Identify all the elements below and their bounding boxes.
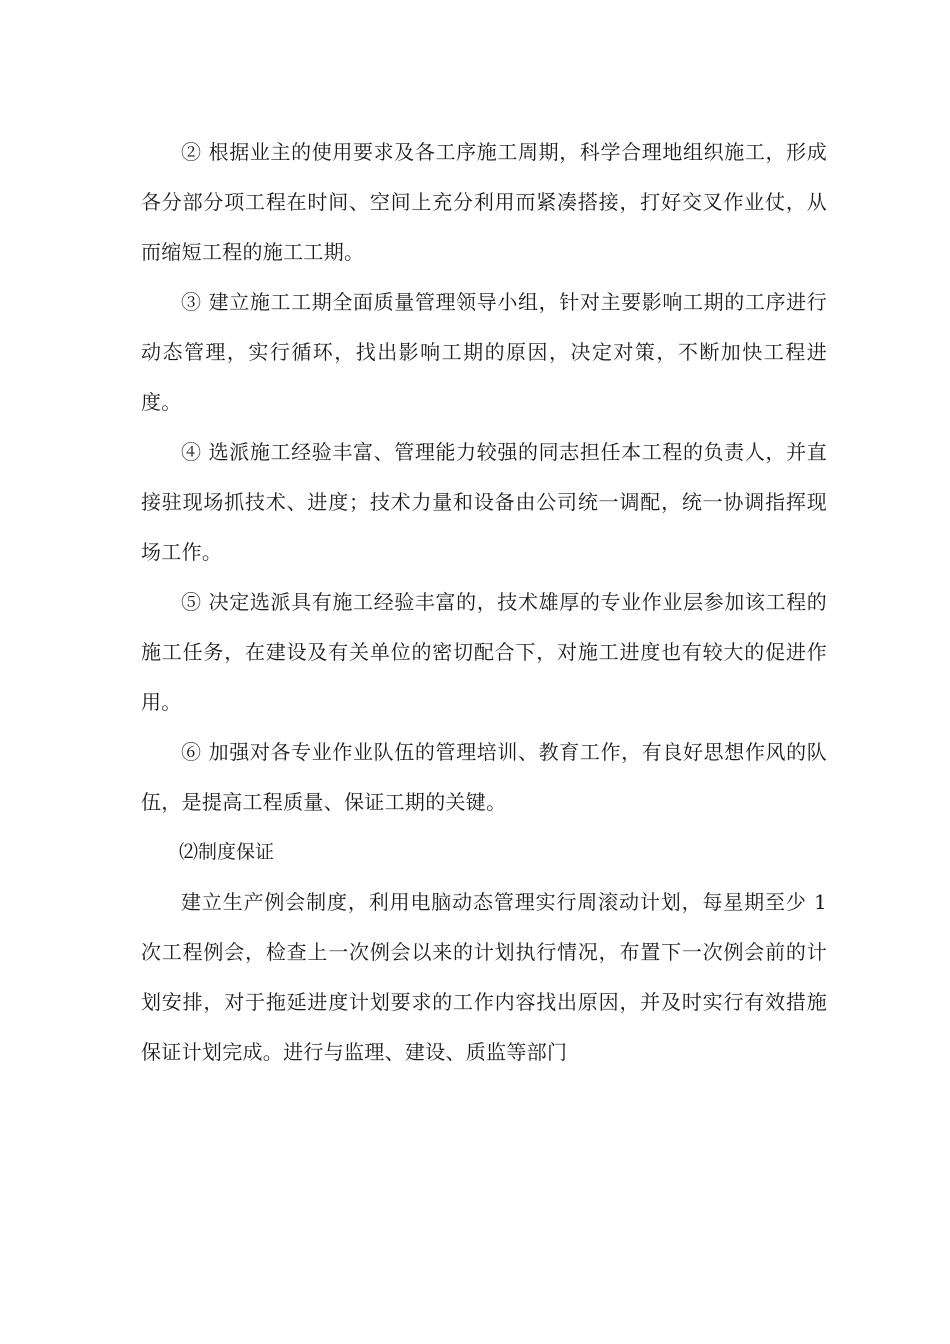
paragraph-item-4: ④ 选派施工经验丰富、管理能力较强的同志担任本工程的负责人，并直接驻现场抓技术、进度；技术力量和设备由公司统一调配，统一协调指挥现场工作。: [141, 440, 827, 564]
paragraph-item-2: ② 根据业主的使用要求及各工序施工周期，科学合理地组织施工，形成各分部分项工程在时间、空间上充分利用而紧凑搭接，打好交叉作业仗，从而缩短工程的施工工期。: [141, 140, 827, 264]
paragraph-item-3: ③ 建立施工工期全面质量管理领导小组，针对主要影响工期的工序进行动态管理，实行循环，找出影响工期的原因，决定对策，不断加快工程进度。: [141, 290, 827, 414]
section-heading: ⑵制度保证: [179, 841, 275, 863]
paragraph-item-5: ⑤ 决定选派具有施工经验丰富的，技术雄厚的专业作业层参加该工程的施工任务，在建设及有关单位的密切配合下，对施工进度也有较大的促进作用。: [141, 590, 827, 714]
closing-paragraph: 建立生产例会制度，利用电脑动态管理实行周滚动计划，每星期至少 1 次工程例会，检查上一次例会以来的计划执行情况，布置下一次例会前的计划安排，对于拖延进度计划要求的工作内容找出原因，并及时实行有效措施保证计划完成。进行与监理、建设、质监等部门: [141, 890, 827, 1064]
paragraph-item-6: ⑥ 加强对各专业作业队伍的管理培训、教育工作，有良好思想作风的队伍，是提高工程质量、保证工期的关键。: [141, 740, 827, 814]
